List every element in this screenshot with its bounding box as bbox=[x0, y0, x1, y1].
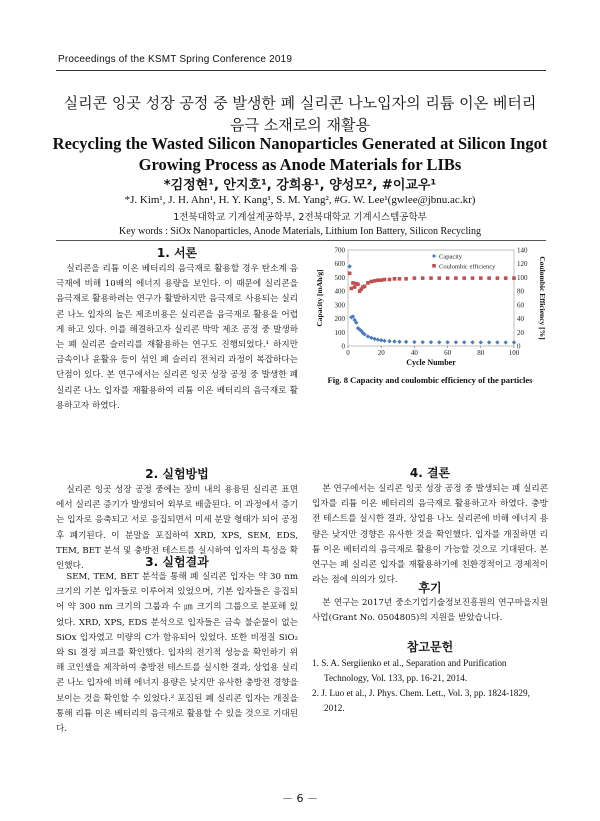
title-korean-line2: 음극 소재로의 재활용 bbox=[230, 116, 370, 134]
y-right-tick-label: 80 bbox=[517, 287, 524, 296]
legend-efficiency-label: Coulombic efficiency bbox=[439, 263, 496, 271]
efficiency-point bbox=[350, 287, 354, 291]
efficiency-point bbox=[379, 278, 383, 282]
capacity-point bbox=[454, 340, 458, 344]
capacity-point bbox=[445, 340, 449, 344]
efficiency-point bbox=[356, 282, 360, 286]
section-text-method: 실리콘 잉곳 성장 공정 중에는 장비 내의 용융된 실리콘 표면에서 실리콘 증기가 발생되어 외부로 배출된다. 이 과정에서 증기는 입자로 응축되고 서로 응집되면서 미세 분말 형태가 되어 공정 후 폐기된다. 이 분말을 포집하여 XRD, XPS, SEM, EDS, TEM, BET 분석 및 충방전 테스트를 실시하여 입자의 특성을 확인했다. bbox=[56, 485, 298, 572]
reference-item-1: 1. S. A. Sergiienko et al., Separation and Purification Technology, Vol. 133, pp. 16-21, 2014. bbox=[312, 658, 507, 683]
efficiency-point bbox=[429, 276, 433, 280]
y-right-tick-label: 60 bbox=[517, 301, 524, 310]
efficiency-point bbox=[454, 276, 458, 280]
x-tick-label: 0 bbox=[346, 349, 350, 357]
x-tick-label: 60 bbox=[444, 349, 452, 357]
efficiency-point bbox=[369, 280, 373, 284]
section-text-intro: 실리콘을 리튬 이온 베터리의 음극재로 활용할 경우 탄소계 음극재에 비해 10배의 에너지 용량을 보인다. 이 때문에 실리콘을 음극재로 활용하려는 연구가 활발하지만 음극재로 사용되는 실리콘 나노 입자의 높은 제조비용은 실리콘을 음극재로 활용을 어렵게 하고 있다. 이를 해결하고자 실리콘 박막 제조 공정 중 발생하는 폐 실리콘 슬러리를 재활용하는 연구도 진행되었다.¹ 하지만 금속이나 윤활유 등이 섞인 폐 슬러리 전처리 과정이 복잡하다는 단점이 있다. 본 연구에서는 실리콘 잉곳 성장 공정 중 발생한 폐 실리콘 나노 입자를 재활용하여 리튬 이온 베터리의 음극재로 활용하고자 하였다. bbox=[56, 264, 298, 411]
legend-capacity-marker bbox=[432, 254, 436, 258]
efficiency-point bbox=[363, 285, 367, 289]
capacity-efficiency-chart bbox=[312, 244, 548, 372]
keywords: Key words : SiOx Nanoparticles, Anode Materials, Lithium Ion Battery, Silicon Recycling bbox=[118, 226, 482, 237]
efficiency-point bbox=[383, 278, 387, 282]
y-left-tick-label: 0 bbox=[341, 342, 345, 351]
page-number: － 6 － bbox=[282, 792, 318, 805]
section-heading-conclusion: 4. 결론 bbox=[409, 466, 451, 480]
y-right-tick-label: 40 bbox=[517, 315, 524, 324]
efficiency-point bbox=[398, 277, 402, 281]
y-left-axis-label: Capacity [mAh/g] bbox=[315, 269, 324, 327]
reference-item-2: 2. J. Luo et al., J. Phys. Chem. Lett., Vol. 3, pp. 1824-1829, 2012. bbox=[312, 688, 530, 713]
x-tick-label: 100 bbox=[508, 349, 520, 357]
efficiency-point bbox=[373, 279, 377, 283]
section-heading-acknowledgement: 후기 bbox=[418, 581, 442, 595]
section-heading-intro: 1. 서론 bbox=[156, 246, 198, 260]
capacity-point bbox=[421, 340, 425, 344]
capacity-point bbox=[429, 340, 433, 344]
chart-legend bbox=[432, 254, 496, 271]
chart-marks bbox=[347, 264, 516, 344]
x-tick-label: 40 bbox=[410, 349, 418, 357]
efficiency-point bbox=[404, 277, 408, 281]
y-left-tick-label: 700 bbox=[334, 246, 345, 255]
authors-english: *J. Kim¹, J. H. Ahn¹, H. Y. Kang¹, S. M. Yang², #G. W. Lee¹(gwlee@jbnu.ac.kr) bbox=[124, 194, 476, 206]
capacity-point bbox=[387, 339, 391, 343]
efficiency-point bbox=[348, 272, 352, 276]
y-left-tick-label: 600 bbox=[334, 260, 345, 269]
efficiency-point bbox=[512, 276, 516, 280]
y-right-tick-label: 20 bbox=[517, 328, 524, 337]
capacity-point bbox=[376, 337, 380, 341]
y-left-tick-label: 300 bbox=[334, 301, 345, 310]
capacity-point bbox=[412, 340, 416, 344]
affiliations: 1전북대학교 기계설계공학부, 2전북대학교 기계시스템공학부 bbox=[173, 212, 427, 223]
capacity-point bbox=[404, 340, 408, 344]
y-left-tick-label: 200 bbox=[334, 315, 345, 324]
efficiency-point bbox=[471, 276, 475, 280]
y-left-tick-label: 500 bbox=[334, 273, 345, 282]
capacity-point bbox=[462, 340, 466, 344]
efficiency-point bbox=[421, 276, 425, 280]
section-heading-results: 3. 실험결과 bbox=[145, 555, 209, 569]
capacity-point bbox=[437, 340, 441, 344]
efficiency-point bbox=[462, 276, 466, 280]
efficiency-point bbox=[413, 276, 417, 280]
efficiency-point bbox=[446, 276, 450, 280]
efficiency-point bbox=[393, 277, 397, 281]
efficiency-point bbox=[479, 276, 483, 280]
legend-efficiency-marker bbox=[432, 264, 436, 268]
reference-list bbox=[312, 656, 548, 716]
capacity-point bbox=[470, 340, 474, 344]
y-right-tick-label: 100 bbox=[517, 273, 528, 282]
x-tick-label: 80 bbox=[477, 349, 485, 357]
efficiency-point bbox=[496, 276, 500, 280]
x-axis-label: Cycle Number bbox=[406, 358, 456, 367]
capacity-point bbox=[379, 338, 383, 342]
efficiency-point bbox=[376, 278, 380, 282]
efficiency-point bbox=[487, 276, 491, 280]
title-english-line2: Growing Process as Anode Materials for LIBs bbox=[138, 155, 462, 174]
capacity-point bbox=[479, 340, 483, 344]
capacity-point bbox=[397, 340, 401, 344]
header-rule bbox=[56, 70, 546, 71]
section-heading-references: 참고문헌 bbox=[406, 640, 454, 654]
efficiency-point bbox=[366, 281, 370, 285]
legend-capacity-label: Capacity bbox=[439, 253, 463, 261]
efficiency-point bbox=[388, 278, 392, 282]
efficiency-point bbox=[351, 281, 355, 285]
y-right-tick-label: 140 bbox=[517, 246, 528, 255]
y-right-tick-label: 120 bbox=[517, 260, 528, 269]
capacity-point bbox=[382, 339, 386, 343]
efficiency-point bbox=[353, 285, 357, 289]
running-header: Proceedings of the KSMT Spring Conference 2019 bbox=[58, 54, 293, 65]
x-tick-label: 20 bbox=[377, 349, 385, 357]
capacity-point bbox=[504, 340, 508, 344]
y-right-axis-label: Coulombic Efficiency [%] bbox=[538, 256, 547, 340]
capacity-point bbox=[512, 340, 516, 344]
capacity-point bbox=[495, 340, 499, 344]
capacity-point bbox=[392, 339, 396, 343]
capacity-point bbox=[487, 340, 491, 344]
section-text-acknowledgement: 본 연구는 2017년 중소기업기술정보진흥원의 연구마을지원사업(Grant No. 0504805)의 지원을 받았습니다. bbox=[312, 598, 548, 624]
title-korean-line1: 실리콘 잉곳 성장 공정 중 발생한 폐 실리콘 나노입자의 리튬 이온 베터리 bbox=[63, 94, 537, 112]
y-right-tick-label: 0 bbox=[517, 342, 521, 351]
figure-caption: Fig. 8 Capacity and coulombic efficiency of the particles bbox=[327, 375, 533, 385]
keywords-rule bbox=[56, 240, 546, 241]
capacity-point bbox=[372, 337, 376, 341]
section-heading-method: 2. 실험방법 bbox=[145, 467, 209, 481]
title-english-line1: Recycling the Wasted Silicon Nanoparticles Generated at Silicon Ingot bbox=[52, 134, 548, 153]
y-left-tick-label: 100 bbox=[334, 328, 345, 337]
y-left-tick-label: 400 bbox=[334, 287, 345, 296]
section-text-conclusion: 본 연구에서는 실리콘 잉곳 성장 공정 중 발생되는 폐 실리콘 입자를 리튬 이온 베터리의 음극재로 활용하고자 하였다. 충방전 테스트를 실시한 결과, 상업용 나노 실리콘에 비해 에너지 용량은 낮지만 경향은 유사한 것을 확인했다. 입자를 개질하면 리튬 이온 베터리의 음극재로 활용이 가능할 것으로 기대된다. 본 연구는 폐 실리콘 입자를 재활용하기에 친환경적이고 경제적이라는 점에 의의가 있다. bbox=[312, 484, 548, 586]
efficiency-point bbox=[438, 276, 442, 280]
efficiency-point bbox=[504, 276, 508, 280]
authors-korean: *김정현¹, 안지호¹, 강희용¹, 양성모², #이교우¹ bbox=[163, 178, 437, 193]
section-text-results: SEM, TEM, BET 분석을 통해 폐 실리콘 입자는 약 30 nm 크기의 기본 입자들로 이루어져 있었으며, 기본 입자들은 응집되어 약 300 nm 크기의 그룹과 수 ㎛ 크기의 그룹으로 분포해 있었다. XRD, XPS, EDS 분석으로 입자들은 금속 불순물이 없는 SiOx 입자였고 미량의 C가 함유되어 있었다. 또한 비정질 SiO₂와 Si 결정 피크를 확인했다. 입자의 전기적 성능을 확인하기 위해 코인셀을 제작하여 충방전 테스트를 실시한 결과, 상업용 실리콘 나노 입자에 비해 에너지 용량은 낮지만 유사한 충방전 경향을 보이는 것을 확인할 수 있었다.² 포집된 폐 실리콘 입자는 개질을 통해 리튬 이온 베터리의 음극재로 활용할 수 있을 것으로 기대된다. bbox=[56, 572, 298, 735]
